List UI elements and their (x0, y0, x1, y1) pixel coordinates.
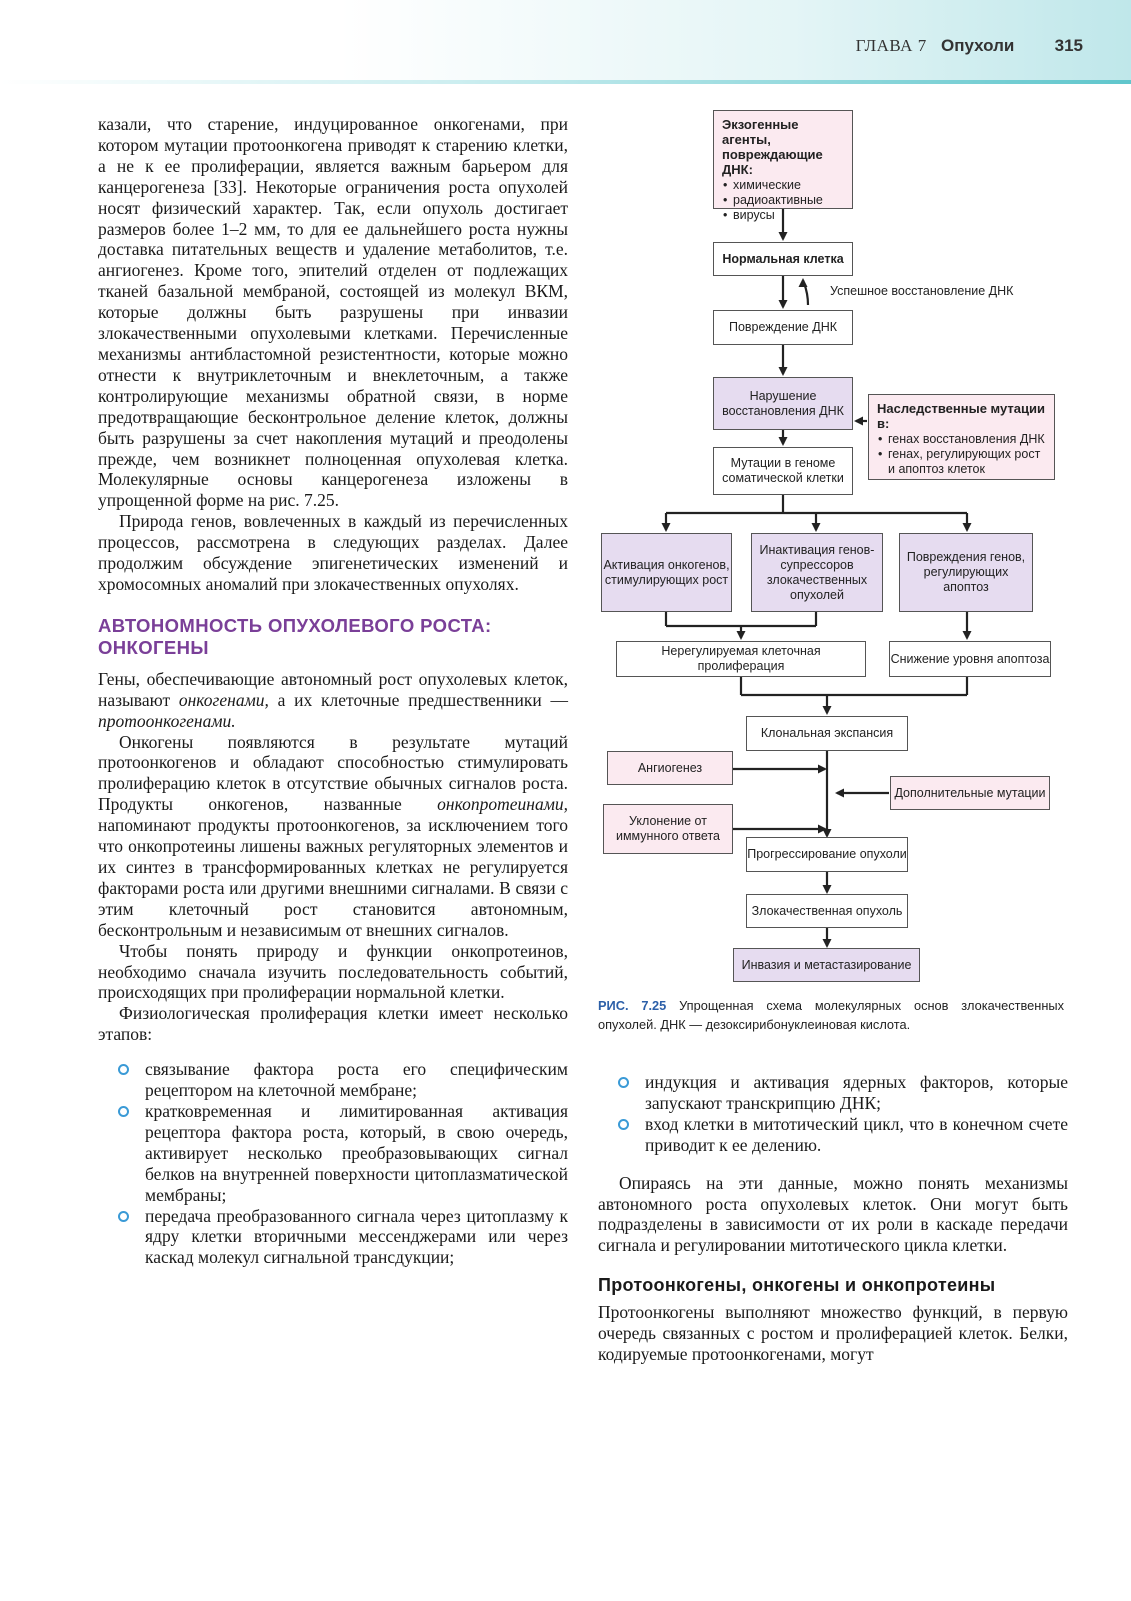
paragraph: Физиологическая пролиферация клетки имеет несколько этапов: (98, 1003, 568, 1045)
list-item: передача преобразованного сигнала через цитоплазму к ядру клетки вторичными мессенджерами или через каскад молекул сигнальной трансдукции; (145, 1205, 568, 1268)
subsection-heading: Протоонкогены, онкогены и онкопротеины (598, 1275, 996, 1296)
bullet-list (598, 1072, 1068, 1156)
repair-arrow (803, 280, 808, 305)
emphasis: онкопротеинами, (437, 794, 568, 815)
box-immune-escape: Уклонение от иммунного ответа (603, 804, 733, 854)
paragraph: Онкогены появляются в результате мутаций протоонкогенов и обладают способностью стимулировать пролиферацию клеток в отсутствие обычных сигналов роста. Продукты онкогенов, названные онкопротеинами, напоминают продукты протоонкогенов, за исключением того что онкопротеины лишены важных регуляторных элементов и их синтез в трансформированных клетках не регулируется факторами роста или другими внешними сигналами. В связи с этим клеточный рост становится автономным, бесконтрольным и независимым от внешних сигналов. (98, 731, 568, 940)
list-item: • генах восстановления ДНК (888, 432, 1046, 447)
box-suppressor-inactivation: Инактивация генов-супрессоров злокачественных опухолей (751, 533, 883, 612)
list-item: • вирусы (733, 208, 823, 223)
list-item: • радиоактивные (733, 193, 823, 208)
paragraph: Гены, обеспечивающие автономный рост опухолевых клеток, называют онкогенами, а их клеточные предшественники — протоонкогенами. (98, 668, 568, 731)
box-oncogene-activation: Активация онкогенов, стимулирующих рост (601, 533, 732, 612)
emphasis: онкогенами, (178, 689, 269, 710)
box-list (722, 178, 823, 223)
right-column (598, 1072, 1068, 1365)
emphasis: протоонкогенами. (98, 710, 236, 731)
box-somatic-mutations: Мутации в геноме соматической клетки (713, 447, 853, 495)
paragraph: казали, что старение, индуцированное онкогенами, при котором мутации протоонкогена приводят к старению клетки, а не к ее пролиферации, является важным барьером для канцерогенеза [33]. Некоторые ограничения роста опухолей носят физический характер. Так, если опухоль достигает размеров более 1–2 мм, то для ее дальнейшего роста нужны доставка питательных веществ и удаление метаболитов, т.е. ангиогенез. Кроме того, эпителий отделен от подлежащих тканей базальной мембраной, состоящей из молекул ВКМ, которые должны быть разрушены при инвазии злокачественными опухолевыми клетками. Перечисленные механизмы антибластомной резистентности, которые можно отнести к внутриклеточным и внеклеточным, а также контролирующие механизмы обратной связи, в норме предотвращающие бесконтрольное деление клеток, должны быть разрушены за счет накопления мутаций и преодолены прежде, чем возникнет полноценная опухолевая клетка. Молекулярные основы канцерогенеза изложены в упрощенной форме на рис. 7.25. (98, 114, 568, 511)
running-header (856, 36, 1083, 56)
box-exogenous-agents (713, 110, 853, 222)
figure-caption (598, 996, 1064, 1034)
list-item: связывание фактора роста его специфическим рецептором на клеточной мембране; (145, 1059, 568, 1101)
box-additional-mutations: Дополнительные мутации (890, 776, 1050, 810)
box-normal-cell: Нормальная клетка (713, 242, 853, 276)
box-apoptosis-genes-damage: Повреждения генов, регулирующих апоптоз (899, 533, 1033, 612)
box-clonal-expansion: Клональная экспансия (746, 716, 908, 751)
chapter-label: ГЛАВА 7 (855, 36, 927, 55)
figure-number: РИС. 7.25 (598, 998, 667, 1013)
paragraph: Природа генов, вовлеченных в каждый из перечисленных процессов, рассмотрена в следующих разделах. Далее продолжим обсуждение эпигенетических изменений и хромосомных аномалий при злокачественных опухолях. (98, 511, 568, 594)
paragraph: Чтобы понять природу и функции онкопротеинов, необходимо сначала изучить последовательность событий, происходящих при пролиферации нормальной клетки. (98, 940, 568, 1003)
left-column (98, 114, 568, 1268)
page-number: 315 (1054, 36, 1083, 55)
box-repair-failure: Нарушение восстановления ДНК (713, 377, 853, 430)
list-item: вход клетки в митотический цикл, что в конечном счете приводит к ее делению. (645, 1113, 1068, 1155)
box-invasion-metastasis: Инвазия и метастазирование (733, 948, 920, 982)
paragraph: Опираясь на эти данные, можно понять механизмы автономного роста опухолевых клеток. Они могут быть подразделены в зависимости от их роли в каскаде передачи сигнала и регулировании митотического цикла клетки. (598, 1172, 1068, 1256)
section-heading: АВТОНОМНОСТЬ ОПУХОЛЕВОГО РОСТА: ОНКОГЕНЫ (98, 614, 492, 658)
box-dna-damage: Повреждение ДНК (713, 310, 853, 345)
caption-text: Упрощенная схема молекулярных основ злокачественных опухолей. ДНК — дезоксирибонуклеиновая кислота. (598, 998, 1065, 1032)
paragraph: Протоонкогены выполняют множество функций, в первую очередь связанных с ростом и пролиферацией клеток. Белки, кодируемые протоонкогенами, могут (598, 1302, 1068, 1365)
box-tumor-progression: Прогрессирование опухоли (746, 837, 908, 872)
list-item: индукция и активация ядерных факторов, которые запускают транскрипцию ДНК; (645, 1072, 1068, 1113)
header-rule (0, 80, 1131, 84)
label-successful-repair: Успешное восстановление ДНК (830, 284, 1014, 298)
box-malignant-tumor: Злокачественная опухоль (746, 894, 908, 928)
chapter-topic: Опухоли (940, 36, 1015, 55)
box-hereditary-mutations (868, 394, 1055, 480)
list-item: кратковременная и лимитированная активация рецептора фактора роста, который, в свою очередь, активирует несколько преобразовывающих сигнал белков на внутренней поверхности цитоплазматической мембраны; (145, 1100, 568, 1205)
box-list (877, 432, 1046, 477)
bullet-list (98, 1059, 568, 1268)
box-apoptosis-decrease: Снижение уровня апоптоза (889, 641, 1051, 677)
list-item: • химические (733, 178, 823, 193)
list-item: • генах, регулирующих рост и апоптоз клеток (888, 447, 1046, 477)
figure-flowchart (598, 104, 1068, 992)
box-title: Экзогенные агенты, повреждающие ДНК: (722, 117, 823, 177)
box-title: Наследственные мутации в: (877, 401, 1045, 431)
box-angiogenesis: Ангиогенез (607, 751, 733, 785)
box-unregulated-proliferation: Нерегулируемая клеточная пролиферация (616, 641, 866, 677)
